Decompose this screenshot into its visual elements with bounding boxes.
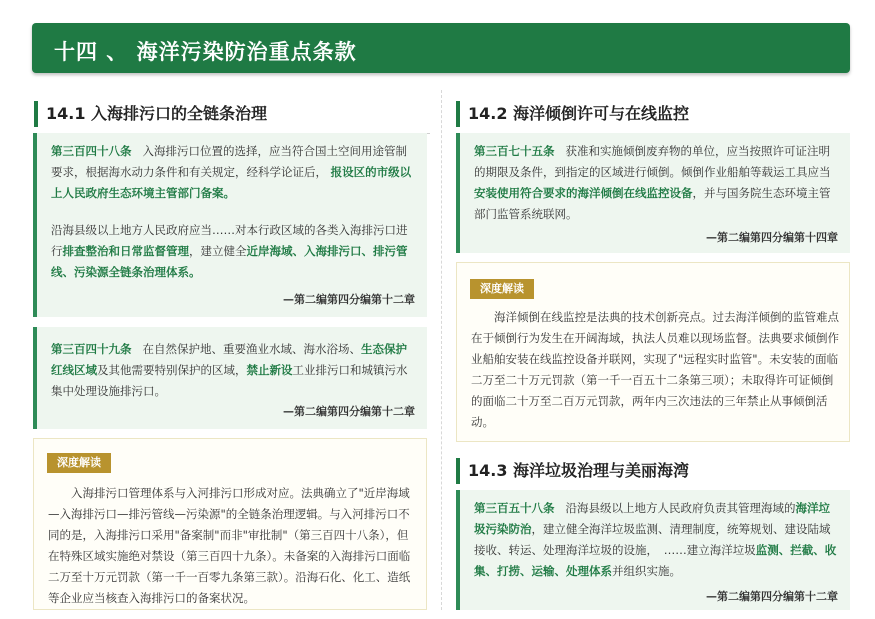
interpretation-text: 入海排污口管理体系与入河排污口形成对应。法典确立了"近岸海域—入海排污口—排污管线—污染源"的全链条治理逻辑。与入河排污口不同的是，入海排污口采用"备案制"而非"审批制"（第三百四十八条），但在特殊区域实施绝对禁设（第三百四十九条）。未备案的入海排污口面临二万至十万元罚款（第一千一百零九条第三款）。沿海石化、化工、造纸等企业应当核查入海排污口的备案状况。 [48, 486, 411, 605]
interpretation-text: 海洋倾倒在线监控是法典的技术创新亮点。过去海洋倾倒的监管难点在于倾倒行为发生在开阔海域，执法人员难以现场监督。法典要求倾倒作业船舶安装在线监控设备并联网，实现了"远程实时监管"。未安装的面临二万至二十万元罚款（第一千一百五十二条第三项）；未取得许可证倾倒的面临二十万至二百万元罚款，两年内三次违法的三年禁止从事倾倒活动。 [471, 310, 839, 429]
interpretation-tag: 深度解读 [47, 453, 111, 473]
section-title-14-2: 14.2 海洋倾倒许可与在线监控 [456, 101, 689, 127]
page-header [32, 23, 850, 73]
article-358-text: 第三百五十八条 沿海县级以上地方人民政府负责其管理海域的海洋垃圾污染防治，建立健全海洋垃圾监测、清理制度，统筹规划、建设陆域接收、转运、处理海洋垃圾的设施， ……建立海洋垃圾监测、拦截、收集、打捞、运输、处理体系并组织实施。 [474, 501, 837, 578]
section-title-14-1: 14.1 入海排污口的全链条治理 [34, 101, 267, 127]
article-number: 第三百四十八条 [51, 144, 132, 158]
column-divider [441, 90, 442, 610]
article-348-para2: 沿海县级以上地方人民政府应当……对本行政区域的各类入海排污口进行排查整治和日常监督管理，建立健全近岸海域、入海排污口、排污管线、污染源全链条治理体系。 [51, 223, 408, 279]
source-citation: —第二编第四分编第十二章 [706, 590, 838, 603]
article-349-text: 第三百四十九条 在自然保护地、重要渔业水域、海水浴场、生态保护红线区域及其他需要特别保护的区域，禁止新设工业排污口和城镇污水集中处理设施排污口。 [51, 342, 408, 398]
page-title: 十四 、 海洋污染防治重点条款 [54, 40, 357, 64]
article-375-text: 第三百七十五条 获准和实施倾倒废弃物的单位，应当按照许可证注明的期限及条件，到指定的区域进行倾倒。倾倒作业船舶等载运工具应当安装使用符合要求的海洋倾倒在线监控设备，并与国务院生态环境主管部门监管系统联网。 [474, 144, 831, 221]
article-card-358 [456, 490, 850, 610]
interpretation-box [456, 262, 850, 442]
source-citation: —第二编第四分编第十四章 [706, 231, 838, 244]
source-citation: —第二编第四分编第十二章 [283, 405, 415, 418]
article-card-375 [456, 133, 850, 253]
interpretation-tag: 深度解读 [470, 279, 534, 299]
section-title-14-3: 14.3 海洋垃圾治理与美丽海湾 [456, 458, 689, 484]
article-card-349 [33, 327, 427, 429]
article-card-348 [33, 133, 427, 317]
source-citation: —第二编第四分编第十二章 [283, 293, 415, 306]
interpretation-box [33, 438, 427, 610]
article-348-para1: 第三百四十八条 入海排污口位置的选择，应当符合国土空间用途管制要求，根据海水动力条件和有关规定，经科学论证后， 报设区的市级以上人民政府生态环境主管部门备案。 [51, 144, 412, 200]
